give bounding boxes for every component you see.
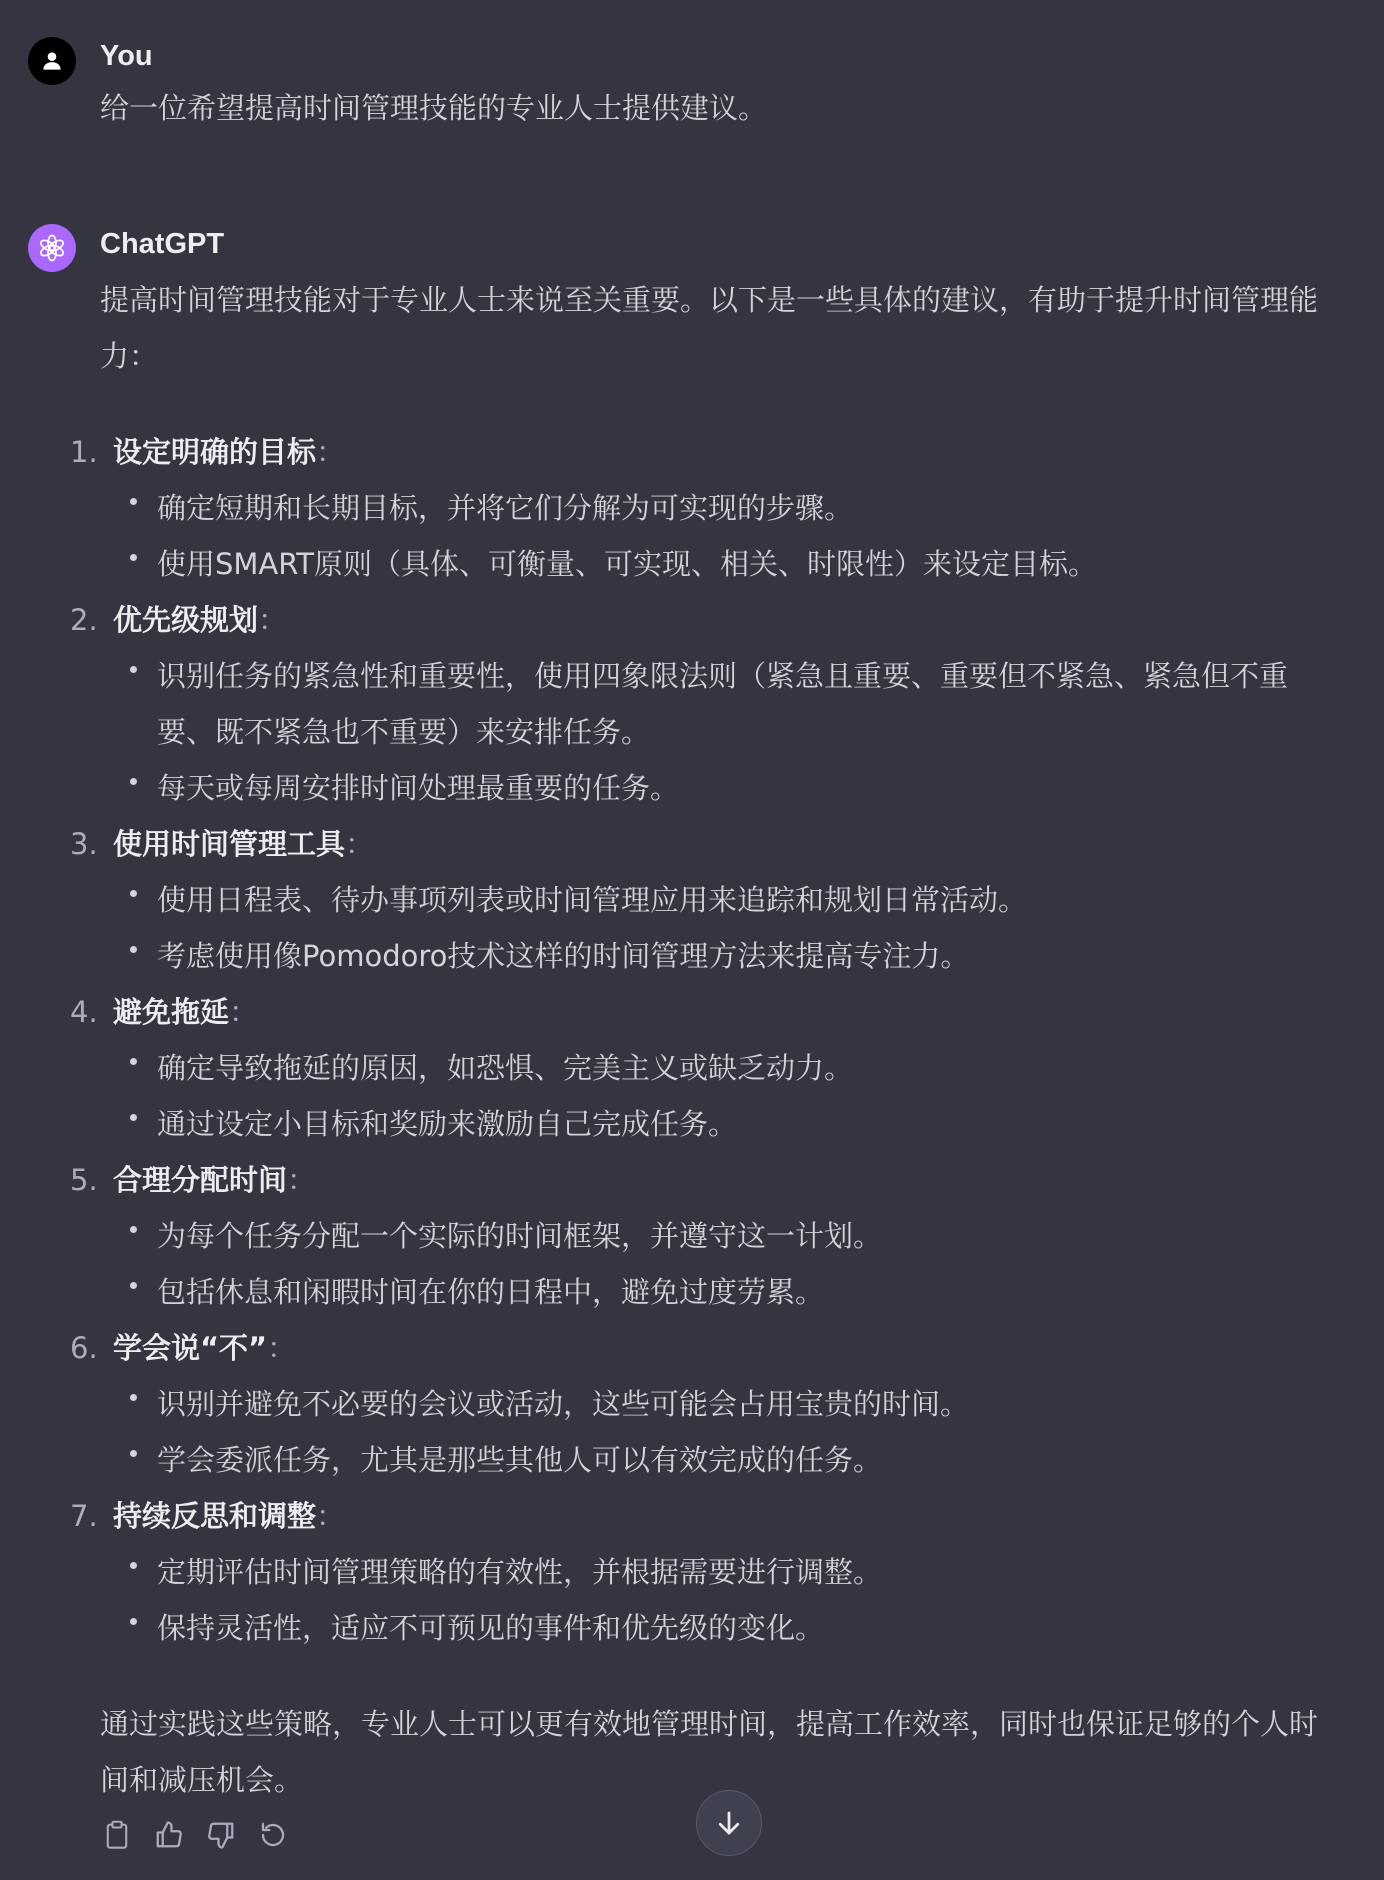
bullet-dot (130, 1114, 137, 1121)
bullet-dot (130, 890, 137, 897)
bullet-dot (130, 554, 137, 561)
list-item-title-text: 学会说“不” (113, 1331, 268, 1365)
list-item-title-text: 避免拖延 (113, 995, 230, 1029)
bullet-dot (130, 498, 137, 505)
list-item-number: 7. (70, 1499, 98, 1533)
bullet-text: 为每个任务分配一个实际的时间框架，并遵守这一计划。 (157, 1219, 883, 1253)
bullet-dot (130, 778, 137, 785)
bullet-text: 保持灵活性，适应不可预见的事件和优先级的变化。 (157, 1611, 825, 1645)
list-item-title-text: 持续反思和调整 (113, 1499, 317, 1533)
bullet-text: 使用日程表、待办事项列表或时间管理应用来追踪和规划日常活动。 (157, 883, 1028, 917)
bullet-dot (130, 666, 137, 673)
list-item-title-text: 合理分配时间 (113, 1163, 288, 1197)
list-item-title (113, 1488, 345, 1544)
thumbs-down-button[interactable] (204, 1818, 238, 1852)
user-text: 给一位希望提高时间管理技能的专业人士提供建议。 (100, 91, 768, 125)
bullet-text: 考虑使用像Pomodoro技术这样的时间管理方法来提高专注力。 (157, 939, 970, 973)
regenerate-button[interactable] (256, 1818, 290, 1852)
clipboard-icon (103, 1820, 131, 1850)
list-item-title-text: 使用时间管理工具 (113, 827, 346, 861)
list-item-title (113, 1320, 296, 1376)
bullet-text: 通过设定小目标和奖励来激励自己完成任务。 (157, 1107, 738, 1141)
assistant-author: ChatGPT (100, 228, 225, 260)
bullet-text: 包括休息和闲暇时间在你的日程中，避免过度劳累。 (157, 1275, 825, 1309)
bullet-text: 学会委派任务，尤其是那些其他人可以有效完成的任务。 (157, 1443, 883, 1477)
bullet-text: 使用SMART原则（具体、可衡量、可实现、相关、时限性）来设定目标。 (157, 547, 1098, 581)
list-item-number: 3. (70, 827, 98, 861)
user-avatar (28, 37, 76, 85)
list-item-number: 5. (70, 1163, 98, 1197)
arrow-down-icon (714, 1808, 744, 1838)
thumbs-down-icon (206, 1820, 236, 1850)
list-item-colon: ： (267, 1331, 297, 1365)
list-item-colon: ： (287, 1163, 317, 1197)
list-item-number: 1. (70, 435, 98, 469)
regenerate-icon (258, 1820, 288, 1850)
message-actions (100, 1818, 290, 1852)
list-item-number: 6. (70, 1331, 98, 1365)
assistant-outro: 通过实践这些策略，专业人士可以更有效地管理时间，提高工作效率，同时也保证足够的个人时间和减压机会。 (100, 1707, 1319, 1797)
bullet-text: 确定短期和长期目标，并将它们分解为可实现的步骤。 (157, 491, 854, 525)
bullet-dot (130, 1394, 137, 1401)
list-item-title-text: 优先级规划 (113, 603, 259, 637)
thumbs-up-button[interactable] (152, 1818, 186, 1852)
list-item-colon: ： (316, 435, 346, 469)
list-item-colon: ： (316, 1499, 346, 1533)
list-item-colon: ： (229, 995, 259, 1029)
bullet-dot (130, 1282, 137, 1289)
list-item-title (113, 424, 345, 480)
list-item-title (113, 984, 258, 1040)
bullet-text: 识别任务的紧急性和重要性，使用四象限法则（紧急且重要、重要但不紧急、紧急但不重要、既不紧急也不重要）来安排任务。 (157, 659, 1289, 749)
list-item-colon: ： (258, 603, 288, 637)
assistant-intro: 提高时间管理技能对于专业人士来说至关重要。以下是一些具体的建议，有助于提升时间管理能力： (100, 283, 1319, 373)
scroll-to-bottom-button[interactable] (696, 1790, 762, 1856)
person-icon (39, 48, 65, 74)
bullet-dot (130, 1058, 137, 1065)
copy-button[interactable] (100, 1818, 134, 1852)
bullet-text: 确定导致拖延的原因，如恐惧、完美主义或缺乏动力。 (157, 1051, 854, 1085)
user-author: You (100, 40, 153, 72)
bullet-dot (130, 1450, 137, 1457)
bullet-dot (130, 1618, 137, 1625)
list-item-title (113, 592, 287, 648)
bullet-text: 识别并避免不必要的会议或活动，这些可能会占用宝贵的时间。 (157, 1387, 970, 1421)
bullet-text: 定期评估时间管理策略的有效性，并根据需要进行调整。 (157, 1555, 883, 1589)
assistant-avatar (28, 224, 76, 272)
list-item-number: 2. (70, 603, 98, 637)
list-item-title-text: 设定明确的目标 (113, 435, 317, 469)
bullet-dot (130, 946, 137, 953)
openai-logo-icon (37, 233, 67, 263)
bullet-dot (130, 1562, 137, 1569)
list-item-title (113, 816, 374, 872)
list-item-colon: ： (345, 827, 375, 861)
thumbs-up-icon (154, 1820, 184, 1850)
list-item-number: 4. (70, 995, 98, 1029)
list-item-title (113, 1152, 316, 1208)
bullet-text: 每天或每周安排时间处理最重要的任务。 (157, 771, 680, 805)
bullet-dot (130, 1226, 137, 1233)
